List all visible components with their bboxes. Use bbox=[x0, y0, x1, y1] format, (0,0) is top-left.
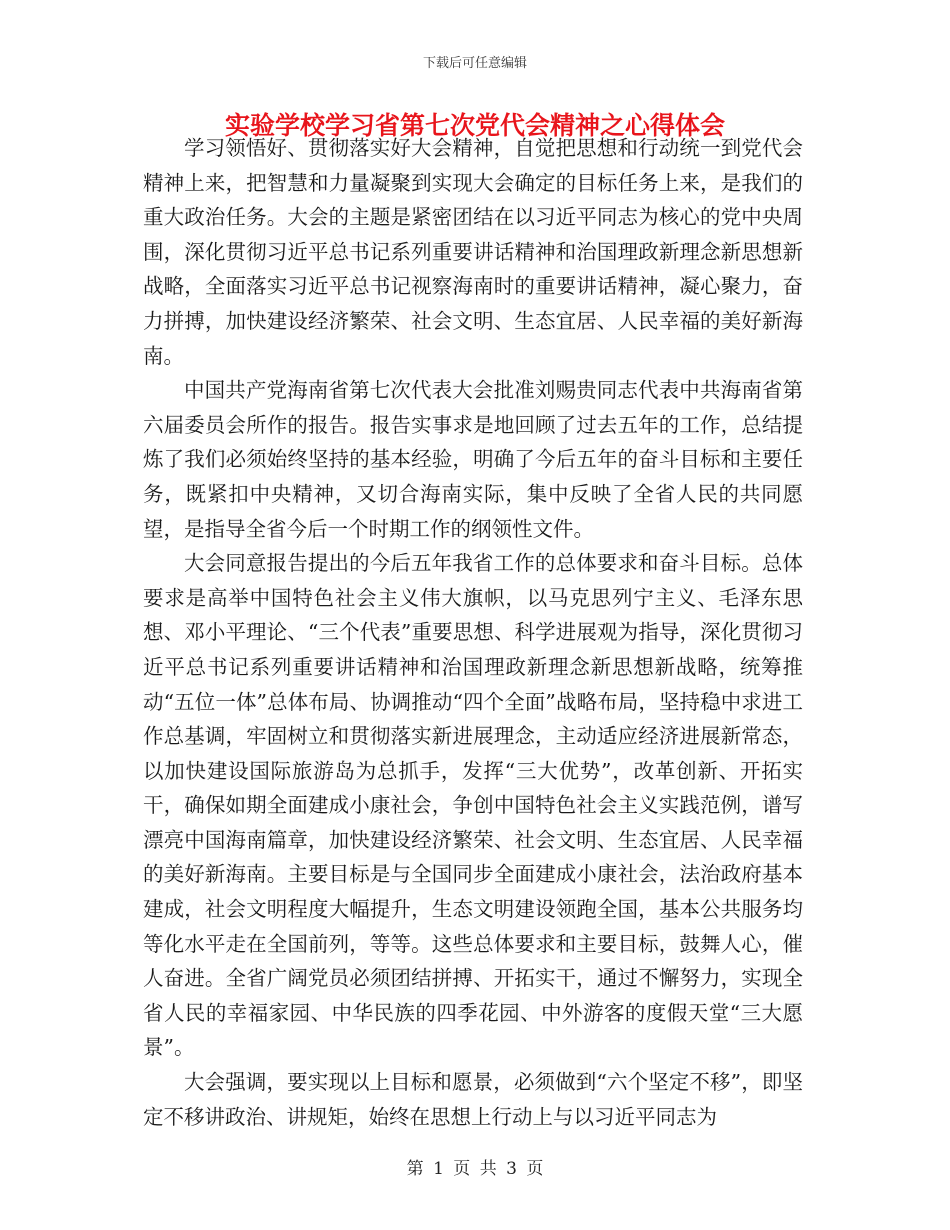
page-header: 下载后可任意编辑 bbox=[422, 56, 527, 71]
document-body bbox=[143, 131, 803, 1134]
paragraph: 中国共产党海南省第七次代表大会批准刘赐贵同志代表中共海南省第六届委员会所作的报告。报告实事求是地回顾了过去五年的工作，总结提炼了我们必须始终坚持的基本经验，明确了今后五年的奋斗目标和主要任务，既紧扣中央精神，又切合海南实际，集中反映了全省人民的共同愿望，是指导全省今后一个时期工作的纲领性文件。 bbox=[143, 378, 803, 541]
paragraph: 大会同意报告提出的今后五年我省工作的总体要求和奋斗目标。总体要求是高举中国特色社会主义伟大旗帜，以马克思列宁主义、毛泽东思想、邓小平理论、“三个代表”重要思想、科学进展观为指导，深化贯彻习近平总书记系列重要讲话精神和治国理政新理念新思想新战略，统筹推动“五位一体”总体布局、协调推动“四个全面”战略布局，坚持稳中求进工作总基调，牢固树立和贯彻落实新进展理念，主动适应经济进展新常态，以加快建设国际旅游岛为总抓手，发挥“三大优势”，改革创新、开拓实干，确保如期全面建成小康社会，争创中国特色社会主义实践范例，谱写漂亮中国海南篇章，加快建设经济繁荣、社会文明、生态宜居、人民幸福的美好新海南。主要目标是与全国同步全面建成小康社会，法治政府基本建成，社会文明程度大幅提升，生态文明建设领跑全国，基本公共服务均等化水平走在全国前列，等等。这些总体要求和主要目标，鼓舞人心，催人奋进。全省广阔党员必须团结拼搏、开拓实干，通过不懈努力，实现全省人民的幸福家园、中华民族的四季花园、中外游客的度假天堂“三大愿景”。 bbox=[143, 551, 803, 1060]
paragraph: 学习领悟好、贯彻落实好大会精神，自觉把思想和行动统一到党代会精神上来，把智慧和力量凝聚到实现大会确定的目标任务上来，是我们的重大政治任务。大会的主题是紧密团结在以习近平同志为核心的党中央周围，深化贯彻习近平总书记系列重要讲话精神和治国理政新理念新思想新战略，全面落实习近平总书记视察海南时的重要讲话精神，凝心聚力，奋力拼搏，加快建设经济繁荣、社会文明、生态宜居、人民幸福的美好新海南。 bbox=[143, 136, 803, 368]
paragraph: 大会强调，要实现以上目标和愿景，必须做到“六个坚定不移”，即坚定不移讲政治、讲规矩，始终在思想上行动上与以习近平同志为 bbox=[143, 1070, 803, 1129]
page-footer: 第 1 页 共 3 页 bbox=[406, 1159, 544, 1179]
document-title: 实验学校学习省第七次党代会精神之心得体会 bbox=[224, 111, 725, 140]
